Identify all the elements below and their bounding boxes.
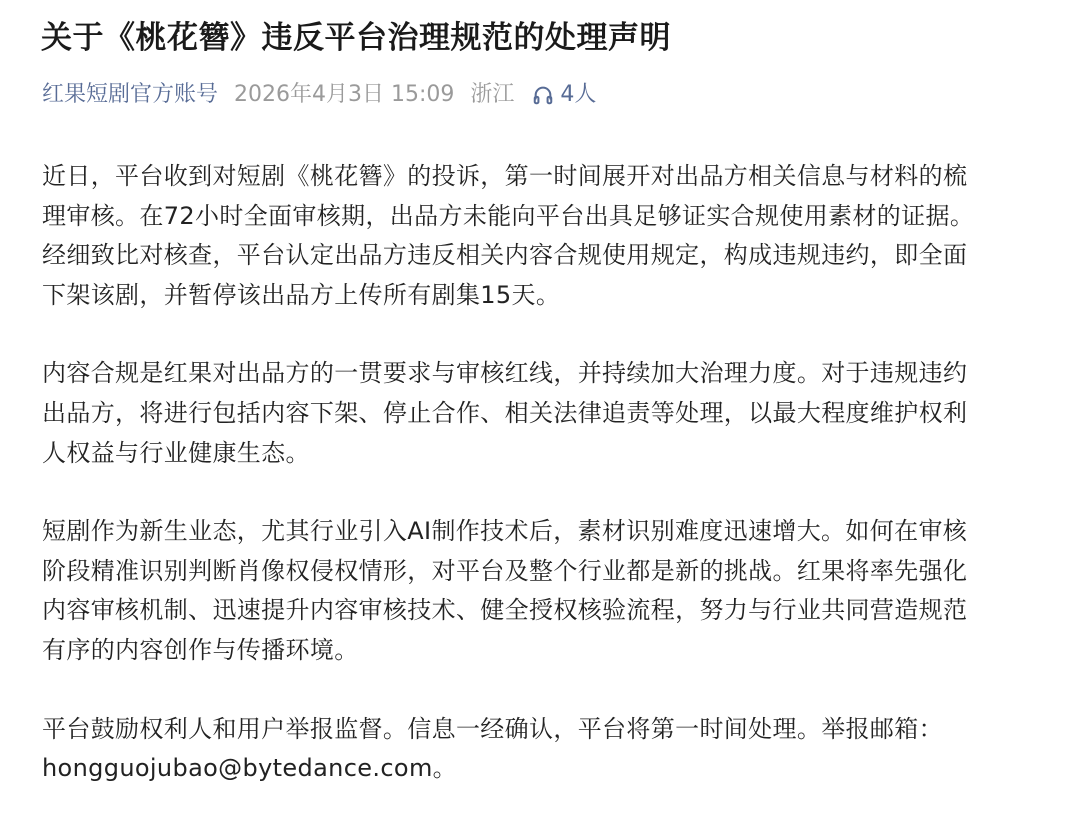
listener-count: 4人 bbox=[560, 82, 597, 107]
publish-location: 浙江 bbox=[470, 82, 515, 107]
publish-date: 2026年4月3日 15:09 bbox=[234, 82, 455, 107]
paragraph-line: 阶段精准识别判断肖像权侵权情形，对平台及整个行业都是新的挑战。红果将率先强化 bbox=[42, 556, 968, 585]
paragraph-2 bbox=[42, 354, 1042, 473]
paragraph-line: 近日，平台收到对短剧《桃花簪》的投诉，第一时间展开对出品方相关信息与材料的梳 bbox=[42, 162, 968, 190]
paragraph-1 bbox=[42, 157, 1042, 315]
report-email-line: hongguojubao@bytedance.com。 bbox=[42, 754, 458, 783]
paragraph-line: 理审核。在72小时全面审核期，出品方未能向平台出具足够证实合规使用素材的证据。 bbox=[42, 201, 975, 230]
paragraph-line: 内容审核机制、迅速提升内容审核技术、健全授权核验流程，努力与行业共同营造规范 bbox=[42, 596, 968, 625]
article-meta bbox=[42, 78, 596, 112]
paragraph-line: 人权益与行业健康生态。 bbox=[42, 438, 310, 467]
article-body bbox=[42, 157, 1042, 828]
paragraph-4 bbox=[42, 710, 1042, 789]
article-title: 关于《桃花簪》违反平台治理规范的处理声明 bbox=[41, 20, 671, 56]
paragraph-line: 平台鼓励权利人和用户举报监督。信息一经确认，平台将第一时间处理。举报邮箱： bbox=[42, 714, 943, 743]
listen-button[interactable] bbox=[532, 78, 596, 112]
paragraph-3 bbox=[42, 512, 1042, 670]
paragraph-line: 短剧作为新生业态，尤其行业引入AI制作技术后，素材识别难度迅速增大。如何在审核 bbox=[42, 517, 968, 546]
paragraph-line: 出品方，将进行包括内容下架、停止合作、相关法律追责等处理，以最大程度维护权利 bbox=[42, 398, 968, 427]
account-name-link[interactable]: 红果短剧官方账号 bbox=[42, 82, 219, 107]
paragraph-line: 有序的内容创作与传播环境。 bbox=[42, 635, 359, 664]
paragraph-line: 内容合规是红果对出品方的一贯要求与审核红线，并持续加大治理力度。对于违规违约 bbox=[42, 359, 968, 388]
headphones-icon bbox=[532, 84, 560, 106]
paragraph-line: 下架该剧，并暂停该出品方上传所有剧集15天。 bbox=[42, 280, 561, 309]
paragraph-line: 经细致比对核查，平台认定出品方违反相关内容合规使用规定，构成违规违约，即全面 bbox=[42, 241, 968, 270]
